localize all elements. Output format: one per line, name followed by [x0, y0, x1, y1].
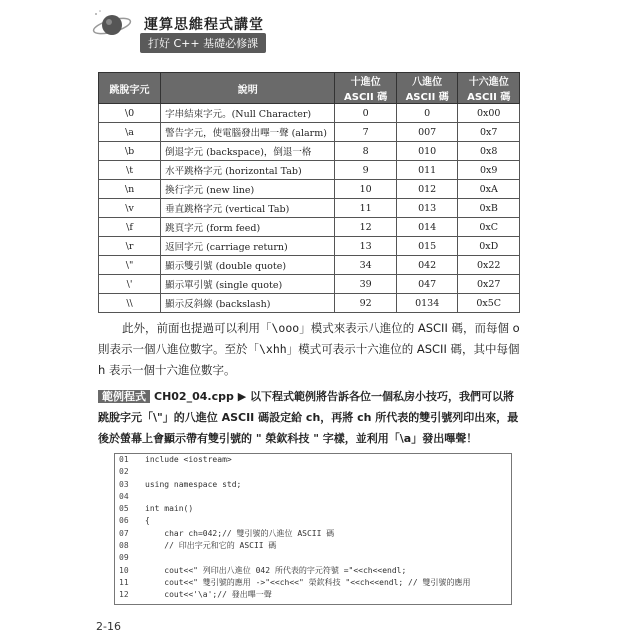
- code-line: [115, 503, 511, 515]
- description-cell: 跳頁字元 (form feed): [161, 218, 335, 237]
- escape-cell: \v: [99, 199, 161, 218]
- table-row: [99, 237, 520, 256]
- book-title: 運算思維程式講堂: [144, 17, 264, 33]
- line-number: 12: [119, 590, 129, 600]
- octal-cell: 014: [396, 218, 458, 237]
- header-decimal-top: 十進位: [350, 77, 381, 88]
- escape-cell: \b: [99, 142, 161, 161]
- decimal-cell: 9: [335, 161, 397, 180]
- octal-pattern: \ooo: [271, 321, 300, 335]
- line-number: 04: [119, 491, 129, 501]
- hex-cell: 0x27: [458, 275, 520, 294]
- decimal-cell: 92: [335, 294, 397, 313]
- code-line: [115, 491, 511, 503]
- decimal-cell: 8: [335, 142, 397, 161]
- para-text-3: 」模式可表示十六進位的 ASCII 碼，其中每個 h 表示一個十六進位數字。: [98, 342, 520, 377]
- code-line: [115, 466, 511, 478]
- line-number: 02: [119, 467, 129, 477]
- octal-cell: 007: [396, 123, 458, 142]
- description-cell: 顯示反斜線 (backslash): [161, 294, 335, 313]
- hex-cell: 0xC: [458, 218, 520, 237]
- code-line: [115, 552, 511, 564]
- table-row: [99, 123, 520, 142]
- decimal-cell: 11: [335, 199, 397, 218]
- description-cell: 垂直跳格字元 (vertical Tab): [161, 199, 335, 218]
- code-line: [115, 479, 511, 491]
- table-row: [99, 161, 520, 180]
- line-number: 03: [119, 479, 129, 489]
- line-number: 06: [119, 516, 129, 526]
- escape-cell: \a: [99, 123, 161, 142]
- example-text: 以下程式範例將告訴各位一個私房小技巧，我們可以將跳脫字元「\"」的八進位 ASCII 碼設定給 ch，再將 ch 所代表的雙引號列印出來，最後於螢幕上會顯示帶有雙引號的 " 榮欽科技 " 字樣，並利用「\a」發出嗶聲！: [98, 390, 519, 445]
- explanation-paragraph: [98, 318, 522, 381]
- table-row: [99, 218, 520, 237]
- hex-cell: 0x7: [458, 123, 520, 142]
- example-tag: 範例程式: [98, 390, 150, 403]
- octal-cell: 012: [396, 180, 458, 199]
- table-row: [99, 275, 520, 294]
- decimal-cell: 34: [335, 256, 397, 275]
- code-line: [115, 577, 511, 589]
- header-hex-bottom: ASCII 碼: [467, 92, 511, 103]
- octal-cell: 0: [396, 104, 458, 123]
- description-cell: 換行字元 (new line): [161, 180, 335, 199]
- line-number: 01: [119, 455, 129, 464]
- header-octal-top: 八進位: [412, 77, 443, 88]
- hex-cell: 0x5C: [458, 294, 520, 313]
- hex-cell: 0x9: [458, 161, 520, 180]
- octal-cell: 011: [396, 161, 458, 180]
- header-hex: [458, 73, 520, 104]
- decimal-cell: 0: [335, 104, 397, 123]
- line-number: 10: [119, 565, 129, 575]
- line-number: 08: [119, 541, 129, 551]
- escape-cell: \n: [99, 180, 161, 199]
- description-cell: 返回字元 (carriage return): [161, 237, 335, 256]
- table-row: [99, 142, 520, 161]
- octal-cell: 042: [396, 256, 458, 275]
- header-escape: 跳脫字元: [99, 73, 161, 104]
- code-text: int main(): [145, 504, 194, 514]
- table-row: [99, 199, 520, 218]
- header-octal: [396, 73, 458, 104]
- line-number: 11: [119, 577, 129, 587]
- code-line: [115, 515, 511, 527]
- description-cell: 顯示雙引號 (double quote): [161, 256, 335, 275]
- decimal-cell: 10: [335, 180, 397, 199]
- escape-character-table: [98, 72, 520, 313]
- code-line: [115, 565, 511, 577]
- escape-cell: \t: [99, 161, 161, 180]
- hex-cell: 0x00: [458, 104, 520, 123]
- header-decimal: [335, 73, 397, 104]
- description-cell: 顯示單引號 (single quote): [161, 275, 335, 294]
- octal-cell: 013: [396, 199, 458, 218]
- code-line: [115, 589, 511, 601]
- line-number: 05: [119, 504, 129, 514]
- code-line: [115, 540, 511, 552]
- description-cell: 倒退字元 (backspace)，倒退一格: [161, 142, 335, 161]
- hex-cell: 0xA: [458, 180, 520, 199]
- code-text: using namespace std;: [145, 479, 242, 489]
- code-text: include <iostream>: [145, 455, 232, 464]
- decimal-cell: 39: [335, 275, 397, 294]
- header-hex-top: 十六進位: [468, 77, 509, 88]
- octal-cell: 010: [396, 142, 458, 161]
- header-description: 說明: [161, 73, 335, 104]
- hex-cell: 0x8: [458, 142, 520, 161]
- table-row: [99, 104, 520, 123]
- para-text-1: 此外，前面也提過可以利用「: [122, 321, 272, 335]
- octal-cell: 0134: [396, 294, 458, 313]
- escape-cell: \0: [99, 104, 161, 123]
- book-subtitle: 打好 C++ 基礎必修課: [140, 33, 266, 53]
- table-header-row: [99, 73, 520, 104]
- header-octal-bottom: ASCII 碼: [405, 92, 449, 103]
- hex-cell: 0xD: [458, 237, 520, 256]
- example-filename: CH02_04.cpp: [154, 390, 234, 403]
- para-text-2: 」模式來表示八進位的 ASCII 碼，而每個 o 則表示一個八進位數字。至於「: [98, 321, 520, 356]
- hex-cell: 0xB: [458, 199, 520, 218]
- table-row: [99, 256, 520, 275]
- code-text: {: [145, 516, 150, 526]
- octal-cell: 015: [396, 237, 458, 256]
- planet-logo-icon: [92, 8, 132, 44]
- code-line: [115, 454, 511, 466]
- hex-cell: 0x22: [458, 256, 520, 275]
- page-number: 2-16: [96, 620, 121, 633]
- table-row: [99, 180, 520, 199]
- description-cell: 水平跳格字元 (horizontal Tab): [161, 161, 335, 180]
- hex-pattern: \xhh: [259, 342, 287, 356]
- code-text: cout<<" 雙引號的應用 ->"<<ch<<" 榮欽科技 "<<ch<<endl; // 雙引號的應用: [145, 577, 471, 587]
- description-cell: 警告字元，使電腦發出嗶一聲 (alarm): [161, 123, 335, 142]
- escape-cell: \': [99, 275, 161, 294]
- arrow-icon: ▶: [237, 390, 247, 403]
- line-number: 09: [119, 553, 129, 563]
- escape-cell: \f: [99, 218, 161, 237]
- code-line: [115, 528, 511, 540]
- decimal-cell: 7: [335, 123, 397, 142]
- code-text: cout<<'\a';// 發出嗶一聲: [145, 590, 272, 600]
- decimal-cell: 12: [335, 218, 397, 237]
- code-listing: [114, 453, 512, 605]
- code-text: cout<<" 列印出八進位 042 所代表的字元符號 ="<<ch<<endl;: [145, 565, 407, 575]
- line-number: 07: [119, 528, 129, 538]
- running-header: [92, 8, 292, 56]
- escape-cell: \": [99, 256, 161, 275]
- decimal-cell: 13: [335, 237, 397, 256]
- octal-cell: 047: [396, 275, 458, 294]
- escape-cell: \\: [99, 294, 161, 313]
- code-text: // 印出字元和它的 ASCII 碼: [145, 541, 277, 551]
- table-row: [99, 294, 520, 313]
- example-intro: [98, 386, 522, 449]
- description-cell: 字串結束字元。(Null Character): [161, 104, 335, 123]
- header-decimal-bottom: ASCII 碼: [344, 92, 388, 103]
- escape-cell: \r: [99, 237, 161, 256]
- code-text: char ch=042;// 雙引號的八進位 ASCII 碼: [145, 528, 335, 538]
